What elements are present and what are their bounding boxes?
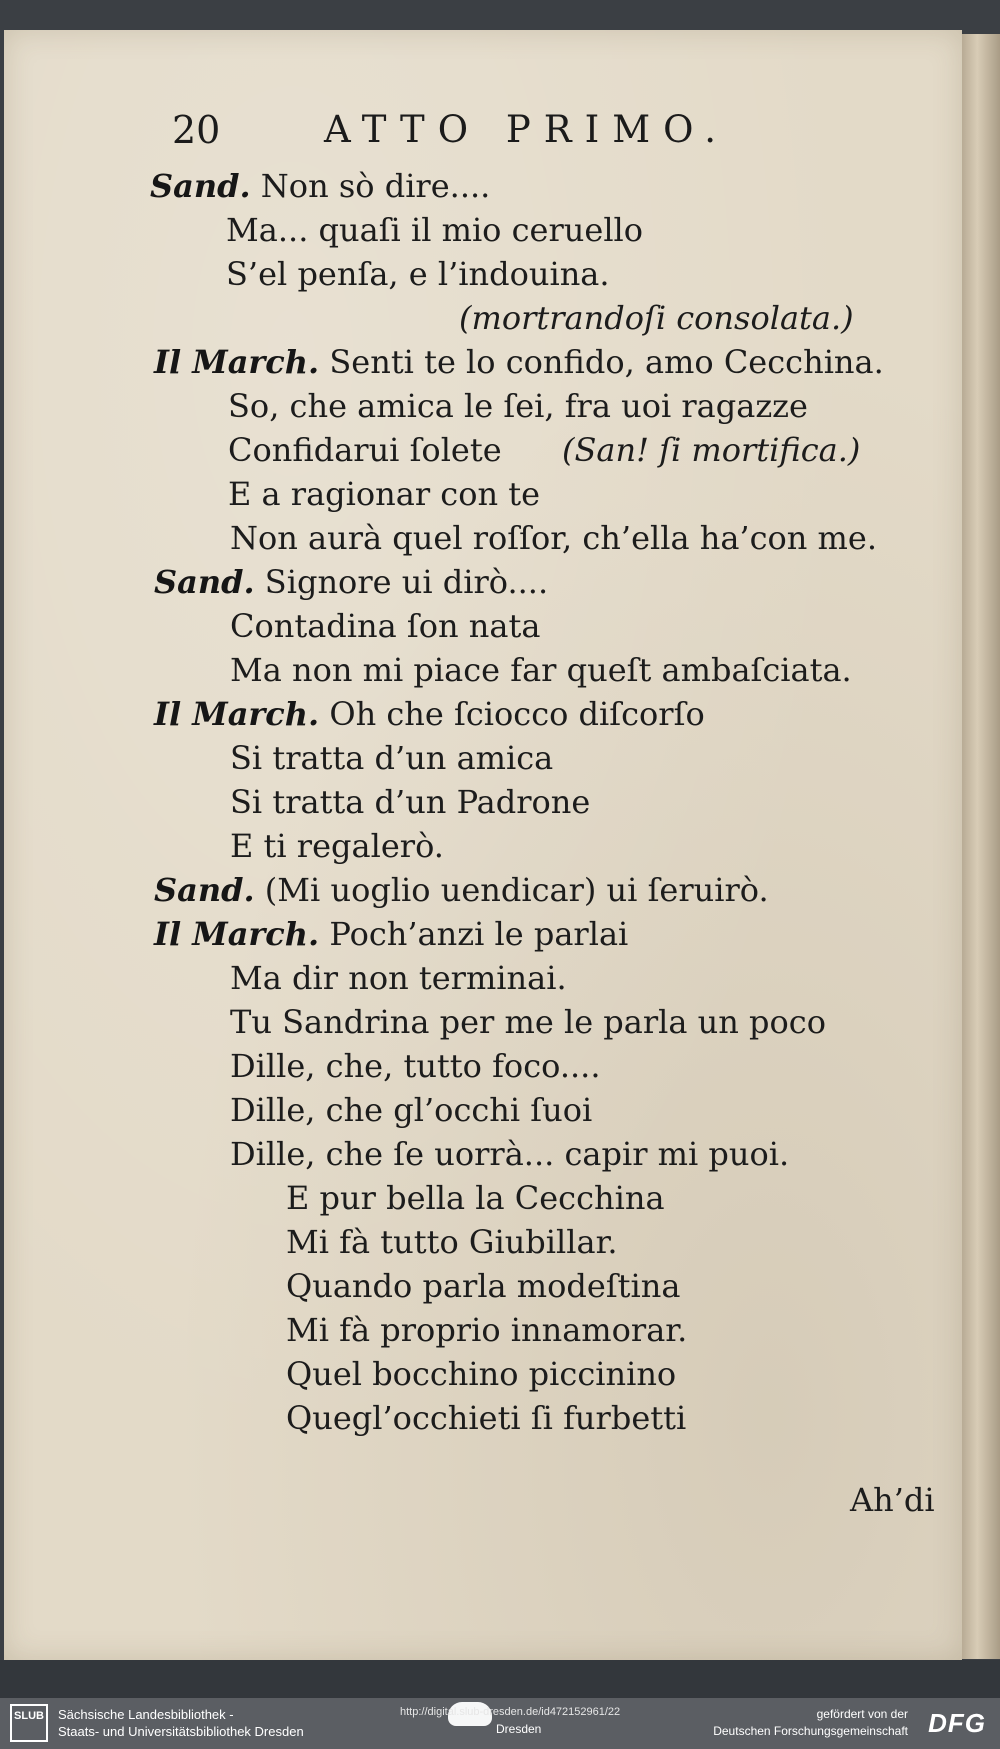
- line-text: Quegl’occhieti ſi furbetti: [286, 1399, 687, 1437]
- line-text: Dille, che gl’occhi ſuoi: [230, 1091, 593, 1129]
- line-text: E pur bella la Cecchina: [286, 1179, 665, 1217]
- aria-line: [286, 1220, 618, 1264]
- page-header: [154, 108, 774, 158]
- line-text: Non aurà quel roſſor, ch’ella ha’con me.: [230, 519, 877, 557]
- line-text: Oh che ſciocco diſcorſo: [329, 695, 705, 733]
- aria-line: [286, 1352, 676, 1396]
- text-line: [230, 736, 553, 780]
- aria-line: [286, 1176, 665, 1220]
- line-text: Quel bocchino piccinino: [286, 1355, 677, 1393]
- speaker-label: Il March.: [154, 915, 320, 953]
- text-line: [230, 956, 567, 1000]
- library-city: Dresden: [496, 1722, 542, 1736]
- line-text: Si tratta d’un amica: [230, 739, 554, 777]
- text-line: [230, 1000, 826, 1044]
- text-line: [230, 516, 877, 560]
- scan-bottom-edge: [0, 1660, 1000, 1698]
- slub-logo: SLUB: [10, 1704, 48, 1742]
- permalink[interactable]: http://digital.slub-dresden.de/id472152961/22: [400, 1706, 621, 1718]
- stage-direction-line: [459, 296, 854, 340]
- line-text: Mi fà tutto Giubillar.: [286, 1223, 618, 1261]
- library-name-line2: Staats- und Universitätsbibliothek Dresden: [58, 1724, 304, 1739]
- line-text: Tu Sandrina per me le parla un poco: [230, 1003, 826, 1041]
- line-text: Dille, che, tutto foco....: [230, 1047, 601, 1085]
- line-text: Poch’anzi le parlai: [329, 915, 629, 953]
- text-line: [230, 780, 590, 824]
- line-text: Contadina ſon nata: [230, 607, 541, 645]
- aria-line: [286, 1308, 687, 1352]
- stage-direction-line: [562, 428, 860, 472]
- text-line: [228, 472, 540, 516]
- page-number: 20: [172, 108, 221, 152]
- text-line: [154, 912, 628, 956]
- book-page: [4, 30, 962, 1660]
- library-footer: [0, 1698, 1000, 1749]
- line-text: So, che amica le ſei, fra uoi ragazze: [228, 387, 808, 425]
- text-line: [230, 1044, 601, 1088]
- text-line: [228, 428, 502, 472]
- dfg-logo: DFG: [928, 1708, 986, 1738]
- line-text: Mi fà proprio innamorar.: [286, 1311, 688, 1349]
- line-text: Non sò dire....: [260, 167, 491, 205]
- text-line: [150, 164, 490, 208]
- funding-line1: gefördert von der: [816, 1707, 908, 1721]
- text-line: [154, 868, 769, 912]
- line-text: S’el penſa, e l’indouina.: [226, 255, 610, 293]
- line-text: E a ragionar con te: [228, 475, 541, 513]
- text-line: [230, 1132, 789, 1176]
- stage-direction: (San! ſi mortifica.): [562, 431, 861, 469]
- aria-line: [286, 1264, 680, 1308]
- speaker-label: Sand.: [154, 563, 255, 601]
- line-text: Signore ui dirò....: [264, 563, 549, 601]
- library-name-line1: Sächsische Landesbibliothek -: [58, 1707, 234, 1722]
- speaker-label: Sand.: [154, 871, 255, 909]
- line-text: Confidarui ſolete: [228, 431, 502, 469]
- line-text: Ma dir non terminai.: [230, 959, 567, 997]
- text-line: [230, 648, 852, 692]
- text-line: [154, 560, 548, 604]
- line-text: Senti te lo confido, amo Cecchina.: [329, 343, 884, 381]
- text-line: [230, 604, 540, 648]
- text-line: [154, 692, 705, 736]
- running-head: ATTO PRIMO.: [324, 108, 730, 151]
- funding-note: [713, 1706, 908, 1740]
- page-edge: [962, 34, 1000, 1659]
- text-line: [226, 252, 610, 296]
- line-text: Ma... quaſi il mio ceruello: [226, 211, 644, 249]
- line-text: Quando parla modeſtina: [286, 1267, 681, 1305]
- speaker-label: Sand.: [150, 167, 251, 205]
- line-text: Dille, che ſe uorrà... capir mi puoi.: [230, 1135, 790, 1173]
- stage-direction: (mortrandoſi consolata.): [459, 299, 854, 337]
- funding-line2: Deutschen Forschungsgemeinschaft: [713, 1724, 908, 1738]
- library-name: [58, 1706, 304, 1740]
- speaker-label: Il March.: [154, 695, 320, 733]
- aria-line: [286, 1396, 686, 1440]
- text-line: [226, 208, 643, 252]
- catchword: Ah’di: [850, 1481, 935, 1519]
- text-line: [154, 340, 884, 384]
- line-text: Si tratta d’un Padrone: [230, 783, 591, 821]
- text-line: [230, 824, 444, 868]
- line-text: Ma non mi piace far queſt ambaſciata.: [230, 651, 852, 689]
- text-line: [230, 1088, 592, 1132]
- speaker-label: Il March.: [154, 343, 320, 381]
- text-line: [228, 384, 808, 428]
- line-text: E ti regalerò.: [230, 827, 444, 865]
- line-text: (Mi uoglio uendicar) ui ſeruirò.: [264, 871, 769, 909]
